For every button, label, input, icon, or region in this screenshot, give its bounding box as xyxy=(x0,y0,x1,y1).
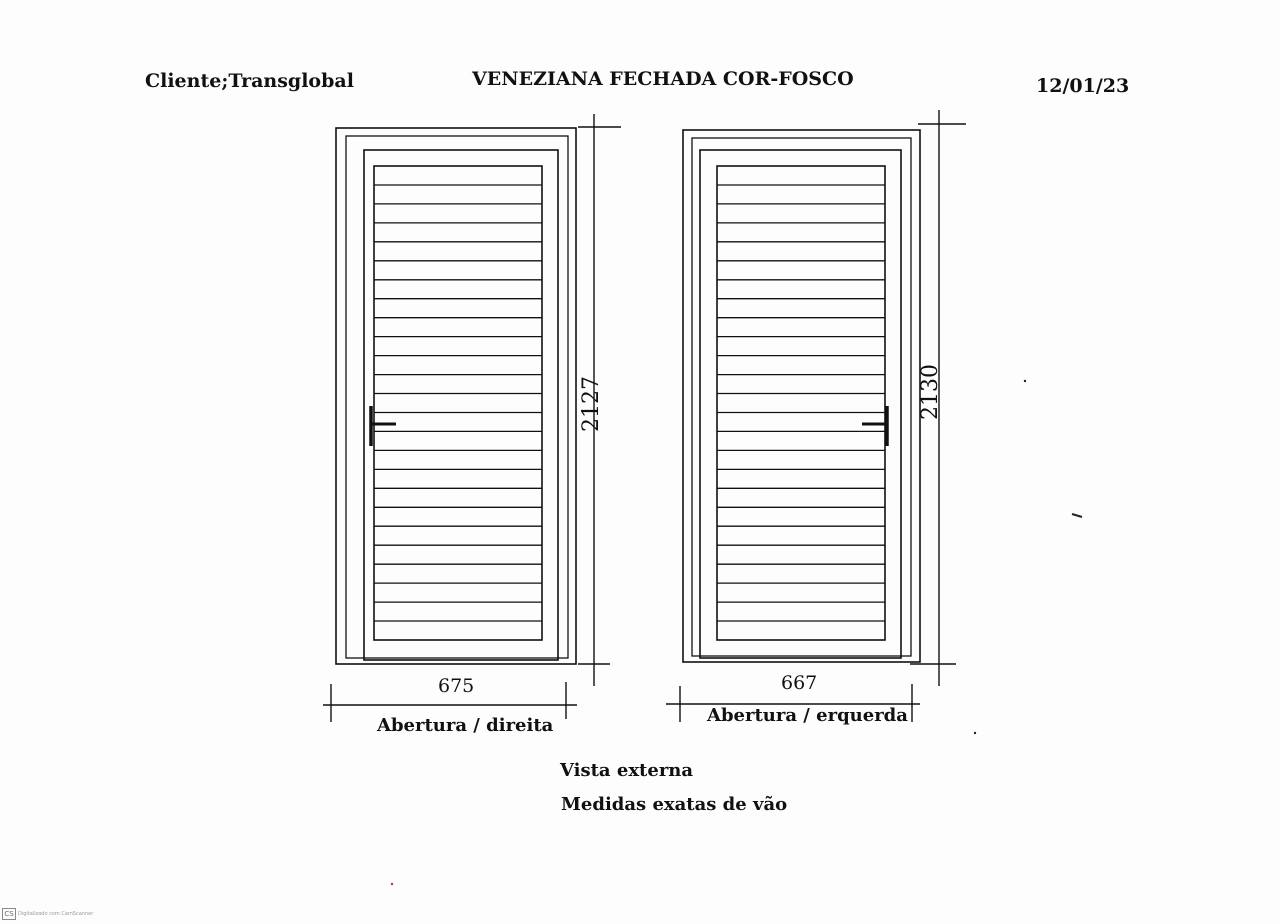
door-right-leaf xyxy=(700,150,901,658)
door-right-width-label: 667 xyxy=(781,672,818,694)
scanner-logo: CS xyxy=(2,908,16,920)
scanner-watermark: Digitalizado com CamScanner xyxy=(18,911,94,917)
drawing-title: VENEZIANA FECHADA COR-FOSCO xyxy=(472,68,854,90)
measures-note: Medidas exatas de vão xyxy=(561,794,788,815)
view-note: Vista externa xyxy=(560,760,694,781)
client-label: Cliente;Transglobal xyxy=(145,70,354,92)
door-right-opening-label: Abertura / erquerda xyxy=(707,705,908,726)
door-right-slats xyxy=(717,185,885,621)
door-left-frame-inner xyxy=(346,136,568,658)
door-left-height-label: 2127 xyxy=(579,376,604,432)
drawing-date: 12/01/23 xyxy=(1036,75,1130,97)
door-right-slat-panel xyxy=(717,166,885,640)
door-left-slat-panel xyxy=(374,166,542,640)
door-left-opening-label: Abertura / direita xyxy=(377,715,554,736)
door-right-height-label: 2130 xyxy=(918,364,943,420)
door-left xyxy=(323,114,621,722)
door-right-frame-inner xyxy=(692,138,911,656)
door-left-width-label: 675 xyxy=(438,675,475,697)
door-left-slats xyxy=(374,185,542,621)
